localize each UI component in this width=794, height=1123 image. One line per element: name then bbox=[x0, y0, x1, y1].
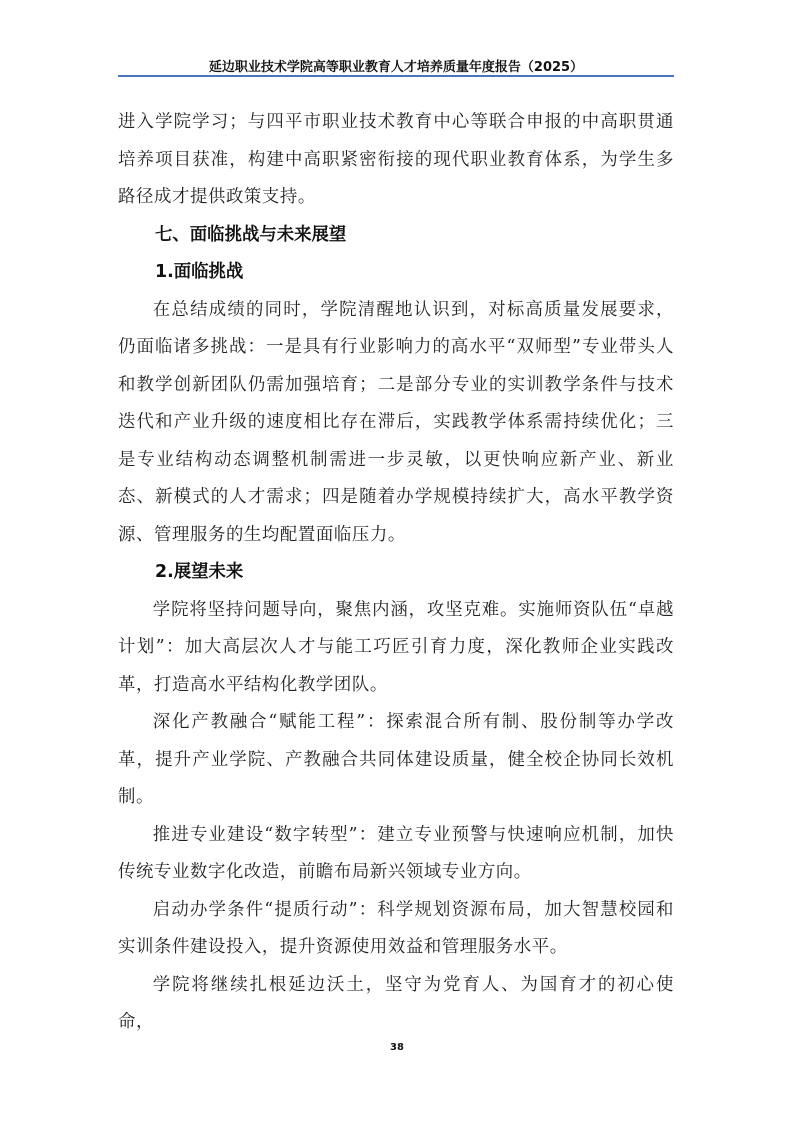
outlook-paragraph-faculty: 学院将坚持问题导向，聚焦内涵，攻坚克难。实施师资队伍“卓越计划”：加大高层次人才与能工巧匠引育力度，深化教师企业实践改革，打造高水平结构化教学团队。 bbox=[118, 599, 674, 695]
report-header-title: 延边职业技术学院高等职业教育人才培养质量年度报告（2025） bbox=[208, 60, 584, 75]
outlook-paragraph-closing: 学院将继续扎根延边沃土，坚守为党育人、为国育才的初心使命， bbox=[118, 974, 674, 1032]
subsection-heading-challenges: 1.面临挑战 bbox=[155, 262, 244, 282]
outlook-paragraph-industry: 深化产教融合“赋能工程”：探索混合所有制、股份制等办学改革，提升产业学院、产教融合共同体建设质量，健全校企协同长效机制。 bbox=[118, 712, 674, 807]
page-body bbox=[118, 104, 674, 1042]
challenges-paragraph: 在总结成绩的同时，学院清醒地认识到，对标高质量发展要求，仍面临诸多挑战：一是具有行业影响力的高水平“双师型”专业带头人和教学创新团队仍需加强培育；二是部分专业的实训教学条件与技术迭代和产业升级的速度相比存在滞后，实践教学体系需持续优化；三是专业结构动态调整机制需进一步灵敏，以更快响应新产业、新业态、新模式的人才需求；四是随着办学规模持续扩大，高水平教学资源、管理服务的生均配置面临压力。 bbox=[118, 299, 674, 545]
header-divider bbox=[118, 75, 674, 77]
subsection-heading-outlook: 2.展望未来 bbox=[155, 562, 244, 582]
section-heading: 七、面临挑战与未来展望 bbox=[155, 224, 347, 245]
intro-paragraph: 进入学院学习；与四平市职业技术教育中心等联合申报的中高职贯通培养项目获准，构建中高职紧密衔接的现代职业教育体系，为学生多路径成才提供政策支持。 bbox=[118, 112, 674, 207]
page-number: 38 bbox=[390, 1042, 404, 1053]
outlook-paragraph-digital: 推进专业建设“数字转型”：建立专业预警与快速响应机制，加快传统专业数字化改造，前瞻布局新兴领域专业方向。 bbox=[118, 824, 674, 882]
outlook-paragraph-conditions: 启动办学条件“提质行动”：科学规划资源布局，加大智慧校园和实训条件建设投入，提升资源使用效益和管理服务水平。 bbox=[118, 899, 674, 957]
